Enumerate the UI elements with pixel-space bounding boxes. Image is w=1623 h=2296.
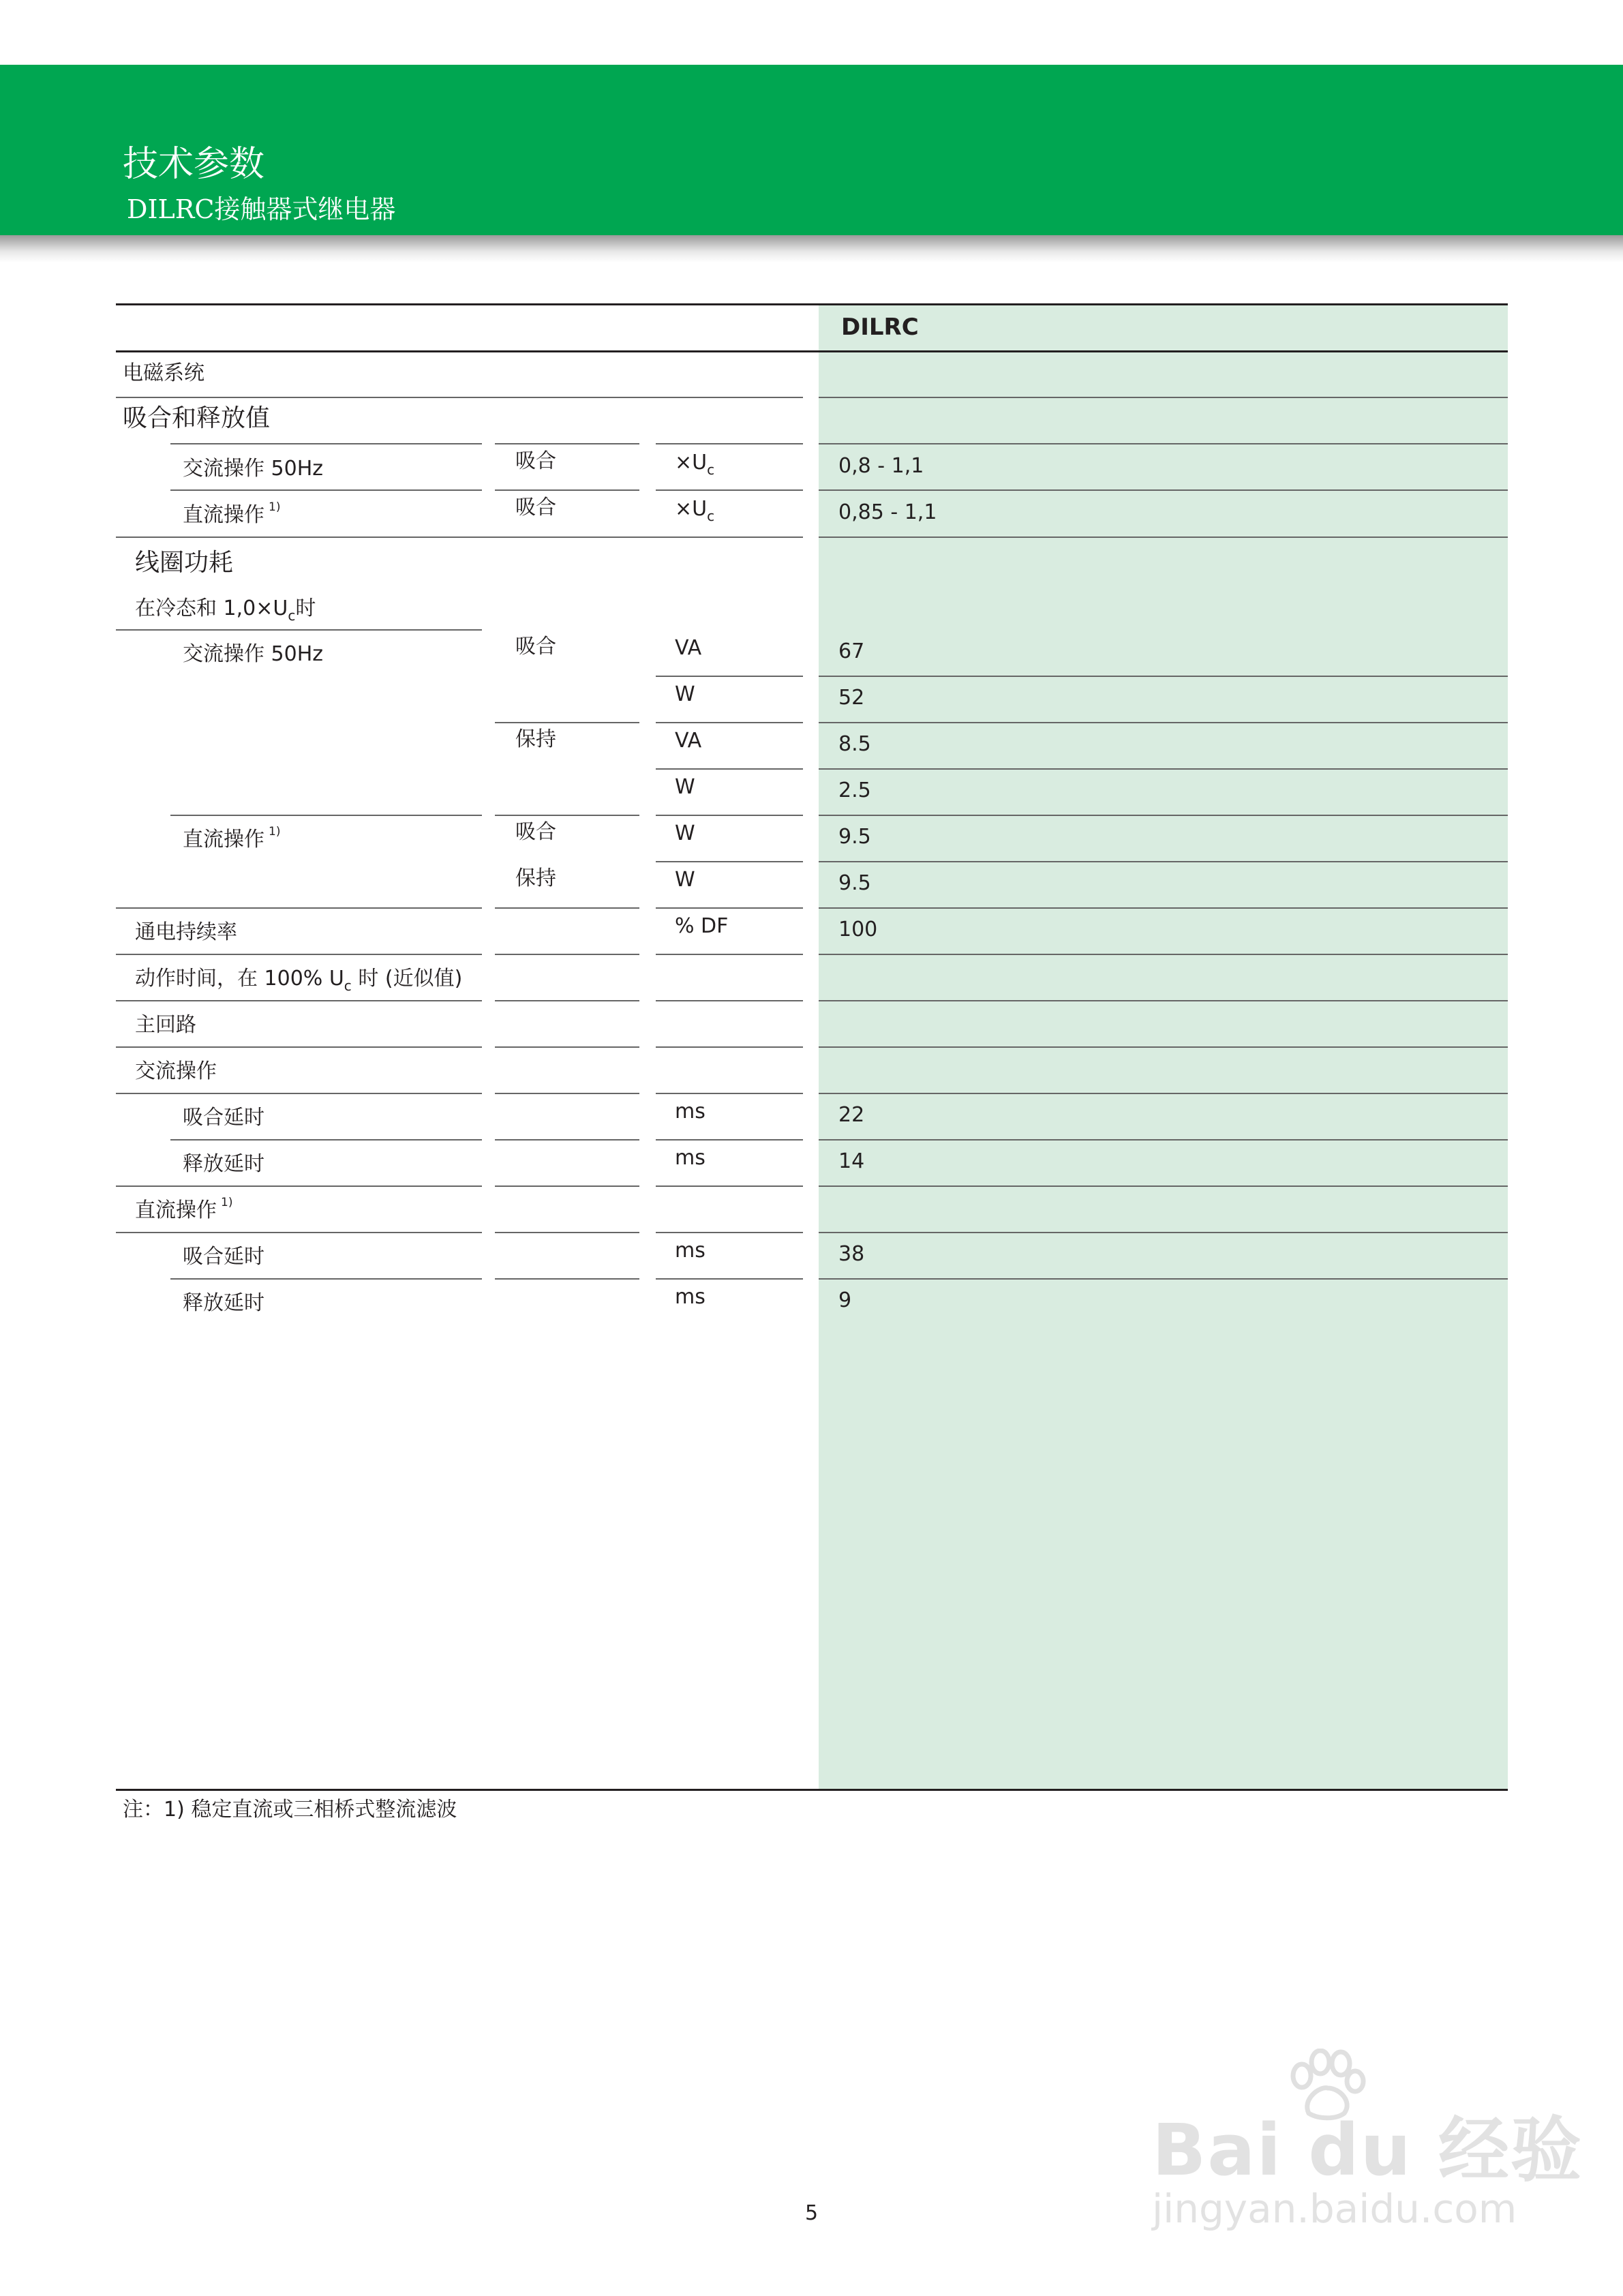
row-state: 吸合 (515, 496, 556, 519)
row-value: 0,8 - 1,1 (838, 454, 924, 478)
table-footnote: 注：1) 稳定直流或三相桥式整流滤波 (123, 1798, 457, 1822)
coil-dc-state-pickup: 吸合 (515, 820, 556, 844)
timing-dc: 直流操作 $^{1)}$ (135, 1196, 233, 1222)
row-unit: $\times U_c$ (675, 451, 715, 478)
coil-value: 9.5 (838, 825, 871, 849)
coil-dc-state-hold: 保持 (515, 866, 556, 890)
column-header-dilrc: DILRC (841, 314, 919, 341)
coil-unit: W (675, 775, 695, 799)
page-subtitle: DILRC接触器式继电器 (127, 194, 396, 224)
timing-unit: ms (675, 1146, 706, 1170)
coil-unit: W (675, 868, 695, 892)
timing-ac-release-value: 14 (838, 1149, 865, 1173)
header-shadow (0, 235, 1623, 262)
coil-ac-state-hold: 保持 (515, 727, 556, 751)
timing-main-circuit: 主回路 (135, 1013, 196, 1037)
timing-unit: ms (675, 1100, 706, 1123)
row-value: 0,85 - 1,1 (838, 500, 937, 524)
timing-dc-pickup-value: 38 (838, 1242, 865, 1266)
coil-condition: 在冷态和 $1,0\times U_c$时 (135, 596, 316, 624)
coil-dc-label: 直流操作 $^{1)}$ (183, 825, 281, 851)
watermark-logo: Bai du 经验 (1152, 2109, 1583, 2192)
row-unit: $\times U_c$ (675, 497, 715, 524)
timing-ac: 交流操作 (135, 1059, 217, 1083)
timing-dc-release-value: 9 (838, 1288, 852, 1312)
page-title: 技术参数 (123, 144, 265, 185)
row-label: 交流操作 50Hz (183, 457, 324, 481)
coil-ac-label: 交流操作 50Hz (183, 642, 324, 666)
row-state: 吸合 (515, 449, 556, 473)
timing-unit: ms (675, 1285, 706, 1309)
coil-ac-state-pickup: 吸合 (515, 635, 556, 659)
duty-value: 100 (838, 918, 878, 941)
watermark-url: jingyan.baidu.com (1152, 2186, 1517, 2232)
section-pickup-release: 吸合和释放值 (123, 404, 271, 432)
page-number: 5 (805, 2201, 819, 2225)
timing-ac-release-label: 释放延时 (183, 1152, 264, 1176)
coil-unit: VA (675, 729, 702, 753)
timing-dc-release-label: 释放延时 (183, 1291, 264, 1315)
duty-unit: % DF (675, 914, 729, 938)
row-label: 直流操作 $^{1)}$ (183, 500, 281, 527)
coil-value: 52 (838, 686, 865, 710)
duty-label: 通电持续率 (135, 920, 237, 944)
coil-unit: W (675, 821, 695, 845)
timing-heading: 动作时间，在 100% $U_c$ 时 (近似值) (135, 967, 463, 994)
timing-ac-pickup-value: 22 (838, 1103, 865, 1127)
coil-unit: W (675, 682, 695, 706)
section-magnetic-system: 电磁系统 (123, 361, 204, 385)
section-coil-power: 线圈功耗 (135, 549, 234, 577)
timing-ac-pickup-label: 吸合延时 (183, 1106, 264, 1130)
coil-value: 9.5 (838, 871, 871, 895)
coil-unit: VA (675, 636, 702, 660)
timing-unit: ms (675, 1239, 706, 1263)
coil-value: 67 (838, 639, 865, 663)
coil-value: 8.5 (838, 732, 871, 756)
timing-dc-pickup-label: 吸合延时 (183, 1245, 264, 1269)
coil-value: 2.5 (838, 779, 871, 802)
